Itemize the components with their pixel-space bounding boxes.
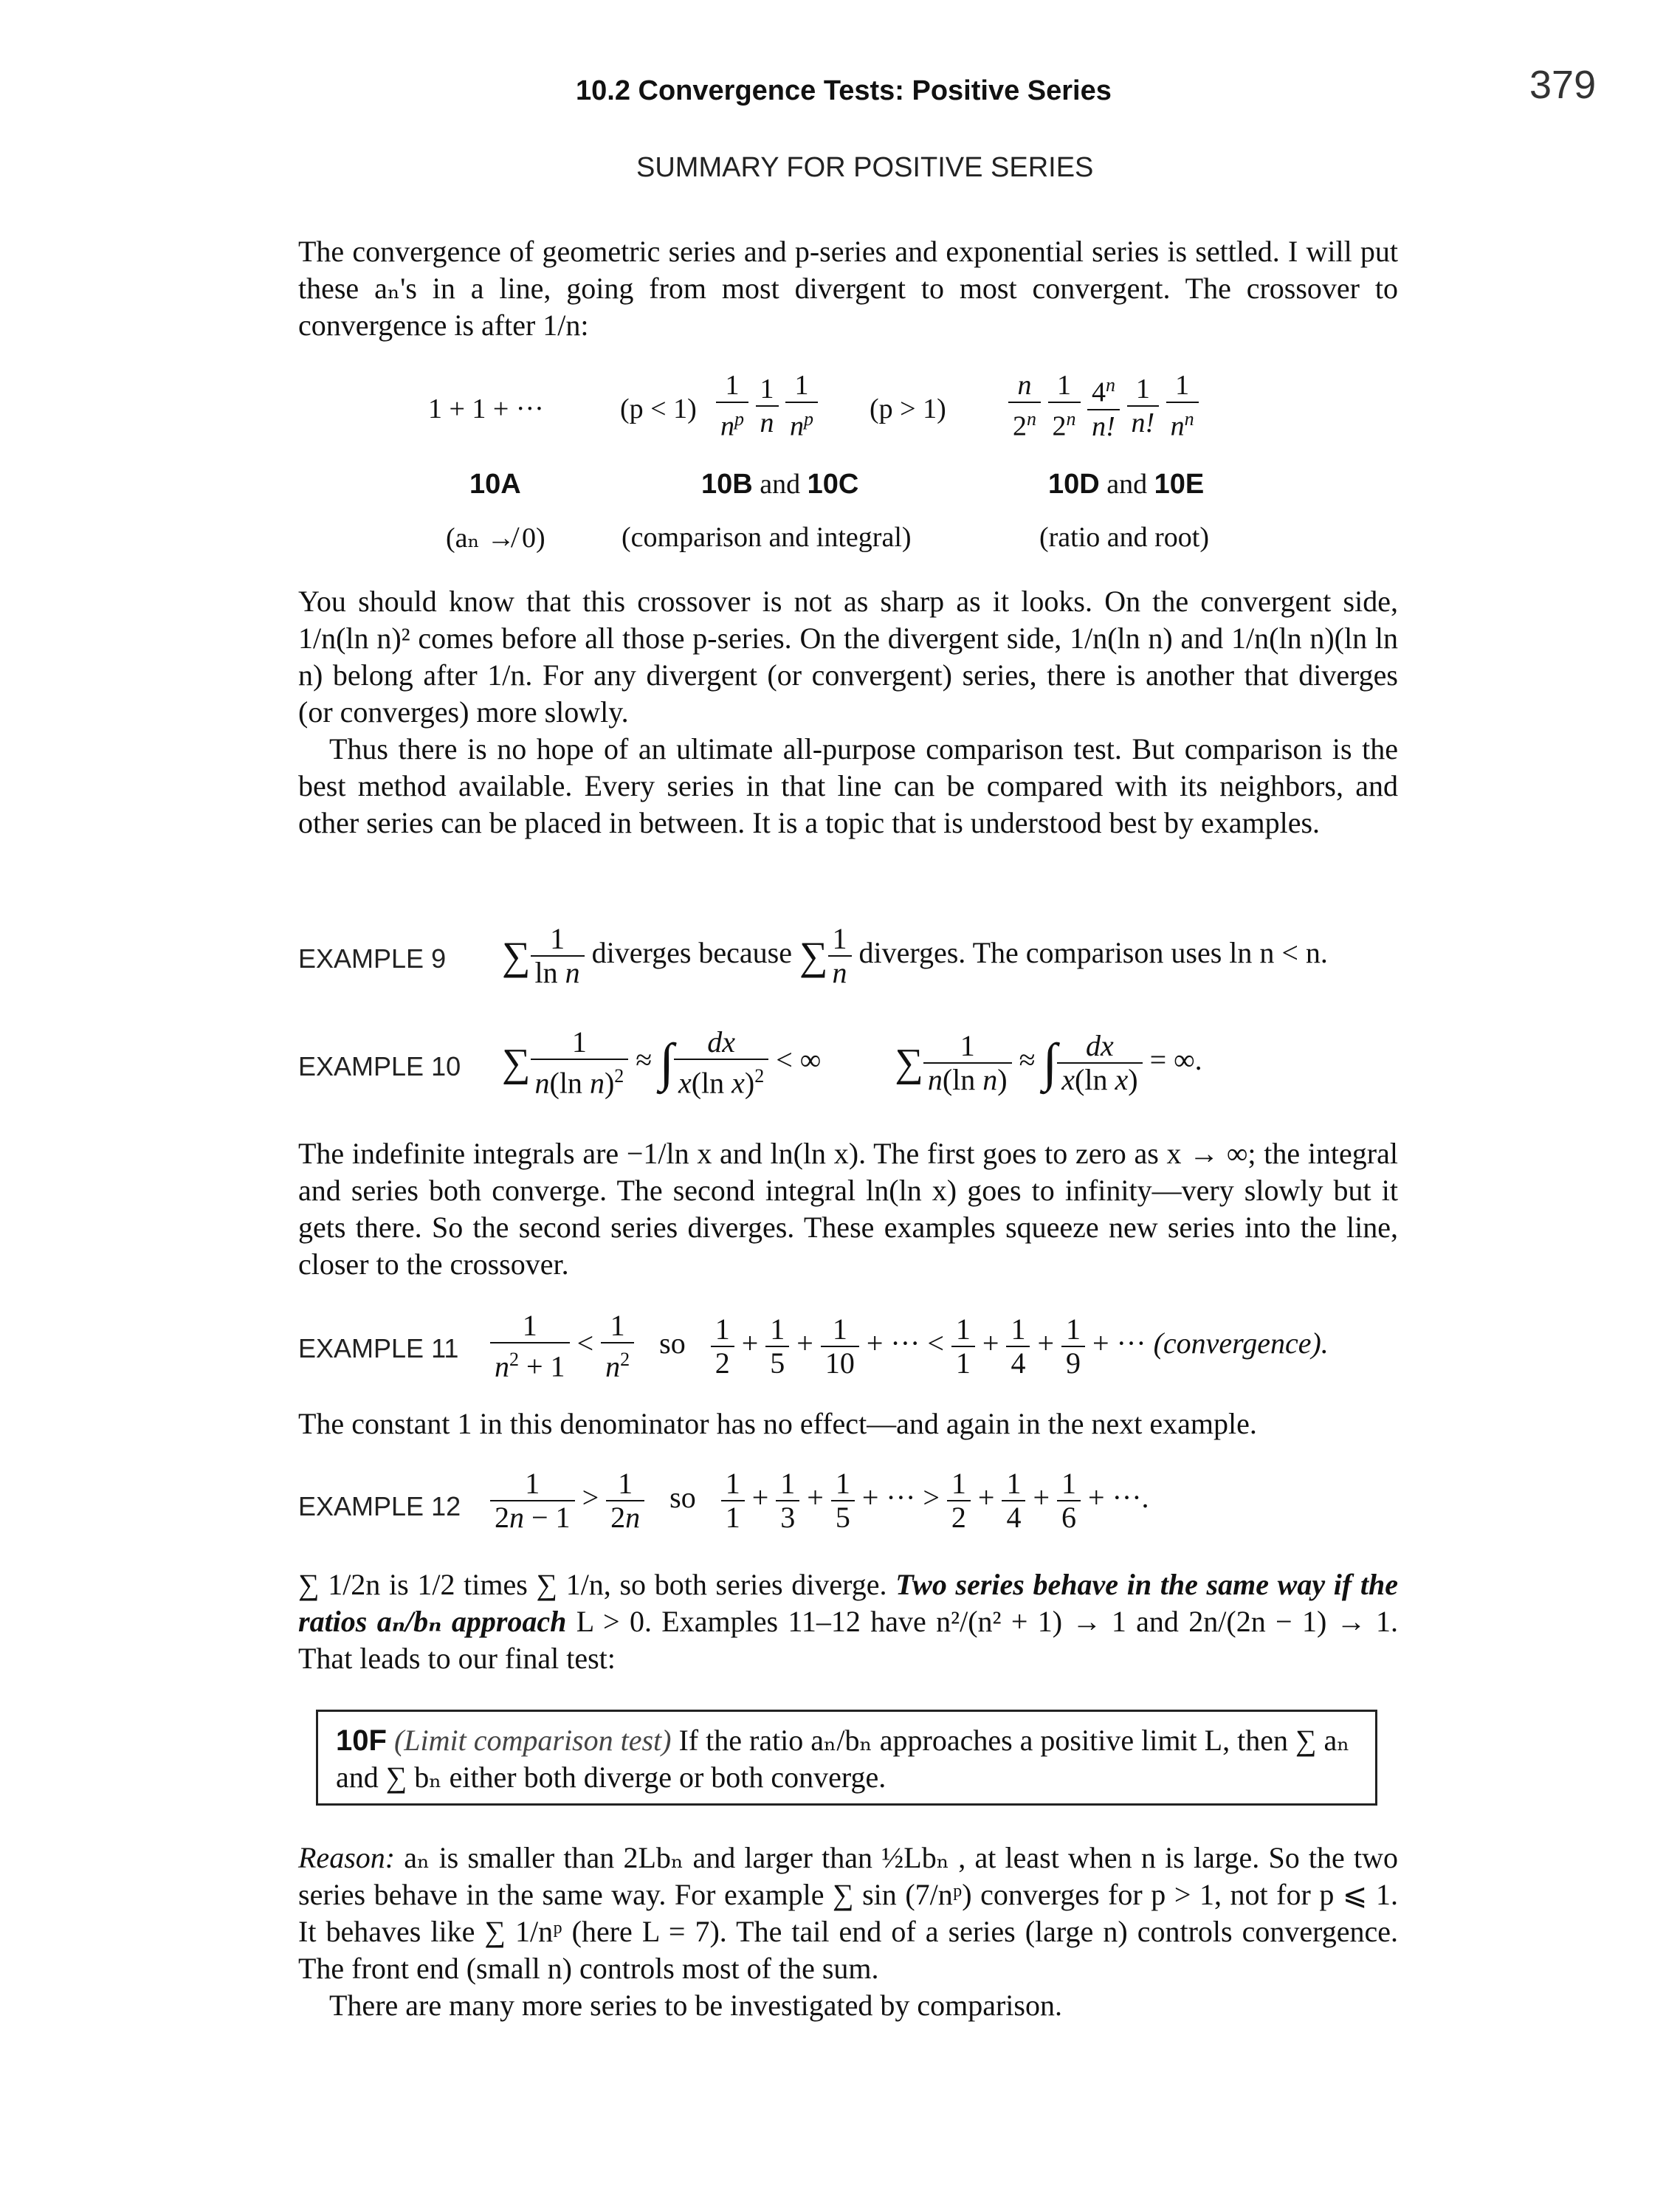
note-10b-10c: (comparison and integral) [622,522,912,553]
example-9-label: EXAMPLE 9 [298,943,447,974]
paragraph-same-way: ∑ 1/2n is 1/2 times ∑ 1/n, so both series diverge. Two series behave in the same way if the ratios aₙ/bₙ approach L > 0. Examples 11–12 have n²/(n² + 1) → 1 and 2n/(2n − 1) → 1. That leads to our final test: [298,1568,1399,1675]
page-number: 379 [1529,63,1597,107]
paragraph-closing: There are many more series to be investigated by comparison. [329,1989,1062,2022]
series-term-list-left: $\frac{1}{n^p}$ $\frac{1}{n}$ $\frac{1}{n^p}$ [716,369,818,443]
example-12-formula: $\frac{1}{2n - 1}$ > $\frac{1}{2n}$ so $\frac{1}{1}$ + $\frac{1}{3}$ + $\frac{1}{5}$ + ··· > $\frac{1}{2}$ + $\frac{1}{4}$ + $\frac{1}{6}$ + ···. [490,1467,1149,1534]
note-10d-10e: (ratio and root) [1039,522,1210,553]
example-11-label: EXAMPLE 11 [298,1333,459,1363]
test-label-10d-10e: 10D and 10E [1048,469,1205,500]
example-11-formula: $\frac{1}{n^2 + 1}$ < $\frac{1}{n^2}$ so $\frac{1}{2}$ + $\frac{1}{5}$ + $\frac{1}{10}$ + ··· < $\frac{1}{1}$ + $\frac{1}{4}$ + $\frac{1}{9}$ + ··· (convergence). [490,1310,1329,1383]
theorem-text: 10F (Limit comparison test) If the ratio aₙ/bₙ approaches a positive limit L, then ∑ aₙ and ∑ bₙ either both diverge or both converge. [336,1724,1350,1794]
example-12-label: EXAMPLE 12 [298,1491,461,1521]
series-term-list-right: $\frac{n}{2^n}$ $\frac{1}{2^n}$ $\frac{4^n}{n!}$ $\frac{1}{n!}$ $\frac{1}{n^n}$ [1008,369,1199,443]
test-label-10a: 10A [469,469,521,500]
paragraph-comparison: Thus there is no hope of an ultimate all-purpose comparison test. But comparison is the best method available. Every series in that line can be compared with its neighbors, and other series can be placed in between. It is a topic that is understood best by examples. [298,732,1398,839]
note-10a: (aₙ ↛ 0) [446,523,545,554]
section-header: 10.2 Convergence Tests: Positive Series [576,75,1112,106]
paragraph-crossover: You should know that this crossover is not as sharp as it looks. On the convergent side, 1/n(ln n)² comes before all those p-series. On the divergent side, 1/n(ln n) and 1/n(ln n)(ln ln n) belong after 1/n. For any divergent (or convergent) series, there is another that diverges (or converges) more slowly. [298,585,1398,729]
divergent-constant-series: 1 + 1 + ··· [428,393,544,424]
paragraph-reason: Reason: aₙ is smaller than 2Lbₙ and larger than ½Lbₙ , at least when n is large. So the two series behave in the same way. For example ∑ sin (7/nᵖ) converges for p > 1, not for p ⩽ 1. It behaves like ∑ 1/nᵖ (here L = 7). The tail end of a series (large n) controls convergence. The front end (small n) controls most of the sum. [298,1841,1398,1985]
limit-comparison-theorem-box [316,1710,1377,1806]
example-10-label: EXAMPLE 10 [298,1051,461,1081]
test-label-10b-10c: 10B and 10C [701,469,859,500]
p-less-than-one: (p < 1) [620,393,697,424]
p-greater-than-one: (p > 1) [870,393,946,424]
example-10-formula: ∑ $\frac{1}{n(\ln n)^2}$ ≈ ∫ $\frac{dx}{x(\ln x)^2}$ < ∞ ∑ $\frac{1}{\text{n(ln n)}}$ ≈ ∫ $\frac{dx}{\text{x(ln x)}}$ = ∞. [502,1025,1202,1100]
paragraph-constant: The constant 1 in this denominator has no effect—and again in the next example. [298,1407,1257,1440]
summary-title: SUMMARY FOR POSITIVE SERIES [636,152,1094,183]
paragraph-intro: The convergence of geometric series and p-series and exponential series is settled. I will put these aₙ's in a line, going from most divergent to most convergent. The crossover to convergence is after 1/n: [298,235,1398,342]
example-9-formula: ∑ $\frac{1}{\text{ln n}}$ diverges because ∑ $\frac{1}{n}$ diverges. The comparison uses ln n < n. [502,922,1328,989]
paragraph-integrals: The indefinite integrals are −1/ln x and ln(ln x). The first goes to zero as x → ∞; the integral and series both converge. The second integral ln(ln x) goes to infinity—very slowly but it gets there. So the second series diverges. These examples squeeze new series into the line, closer to the crossover. [298,1137,1398,1281]
